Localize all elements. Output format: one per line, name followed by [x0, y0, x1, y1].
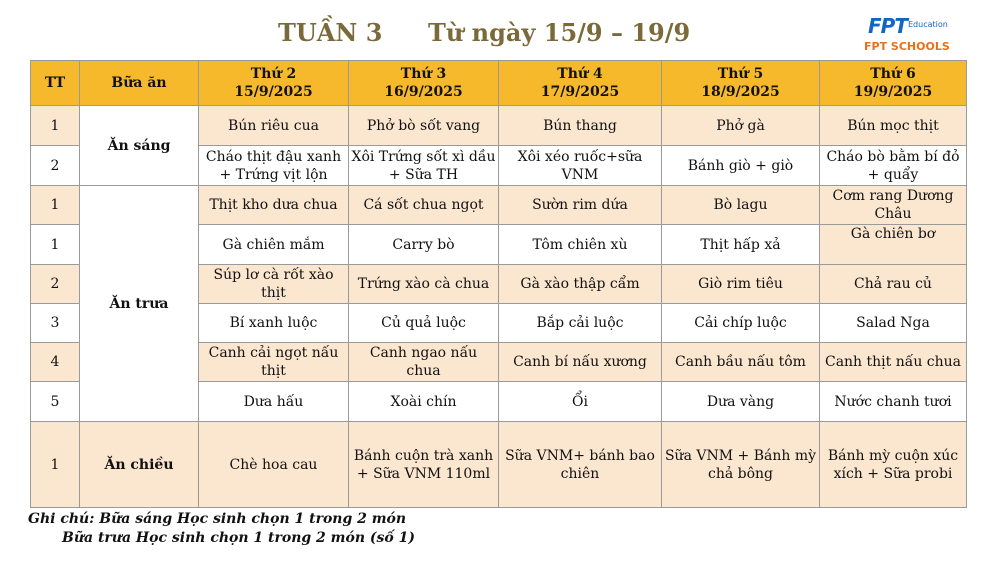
menu-cell: Gà chiên bơ: [820, 225, 967, 265]
row-number: 2: [31, 146, 80, 186]
menu-cell: Súp lơ cà rốt xào thịt: [199, 265, 349, 304]
menu-cell: Sữa VNM + Bánh mỳ chả bông: [662, 422, 820, 508]
menu-cell: Bí xanh luộc: [199, 304, 349, 343]
menu-cell: Canh cải ngọt nấu thịt: [199, 343, 349, 382]
menu-cell: Xoài chín: [349, 382, 499, 422]
meal-lunch: Ăn trưa: [80, 186, 199, 422]
day-date: 15/9/2025: [234, 84, 313, 100]
row-number: 4: [31, 343, 80, 382]
header-day-wed: [499, 61, 662, 106]
menu-cell: Bún riêu cua: [199, 106, 349, 146]
menu-cell: Chè hoa cau: [199, 422, 349, 508]
logo-fpt-text: FPT: [868, 14, 907, 38]
menu-cell: Dưa vàng: [662, 382, 820, 422]
meal-afternoon: Ăn chiều: [80, 422, 199, 508]
logo-education-text: Education: [908, 20, 948, 29]
date-range-title: Từ ngày 15/9 – 19/9: [428, 18, 691, 47]
menu-cell: Ổi: [499, 382, 662, 422]
menu-cell: Cá sốt chua ngọt: [349, 186, 499, 225]
header-day-mon: [199, 61, 349, 106]
row-number: 1: [31, 422, 80, 508]
row-number: 2: [31, 265, 80, 304]
row-number: 5: [31, 382, 80, 422]
header-day-thu: [662, 61, 820, 106]
menu-cell: Bún mọc thịt: [820, 106, 967, 146]
menu-cell: Canh ngao nấu chua: [349, 343, 499, 382]
menu-cell: Canh bí nấu xương: [499, 343, 662, 382]
row-number: 1: [31, 186, 80, 225]
menu-cell: Nước chanh tươi: [820, 382, 967, 422]
menu-cell: Chả rau củ: [820, 265, 967, 304]
day-date: 16/9/2025: [384, 84, 463, 100]
table-header-row: [31, 61, 967, 106]
menu-cell: Phở bò sốt vang: [349, 106, 499, 146]
fpt-schools-logo: [862, 14, 982, 58]
menu-cell: Canh bầu nấu tôm: [662, 343, 820, 382]
menu-cell: Canh thịt nấu chua: [820, 343, 967, 382]
table-row: [31, 422, 967, 508]
table-row: [31, 106, 967, 146]
table-row: [31, 186, 967, 225]
header-day-tue: [349, 61, 499, 106]
menu-cell: Bánh cuộn trà xanh + Sữa VNM 110ml: [349, 422, 499, 508]
menu-cell: Bún thang: [499, 106, 662, 146]
note-line-1: Ghi chú: Bữa sáng Học sinh chọn 1 trong 2 món: [28, 511, 407, 527]
menu-cell: Tôm chiên xù: [499, 225, 662, 265]
menu-cell: Thịt hấp xả: [662, 225, 820, 265]
menu-cell: Sữa VNM+ bánh bao chiên: [499, 422, 662, 508]
menu-cell: Xôi Trứng sốt xì dầu + Sữa TH: [349, 146, 499, 186]
menu-cell: Trứng xào cà chua: [349, 265, 499, 304]
header-tt: TT: [31, 61, 80, 106]
menu-cell: Gà xào thập cẩm: [499, 265, 662, 304]
day-name: Thứ 3: [400, 66, 447, 82]
day-name: Thứ 5: [717, 66, 764, 82]
row-number: 1: [31, 225, 80, 265]
weekly-menu-table: [30, 60, 967, 508]
menu-cell: Gà chiên mắm: [199, 225, 349, 265]
day-date: 17/9/2025: [540, 84, 620, 100]
week-title: TUẦN 3: [278, 18, 383, 47]
menu-cell: Xôi xéo ruốc+sữa VNM: [499, 146, 662, 186]
menu-cell: Phở gà: [662, 106, 820, 146]
menu-cell: Thịt kho dưa chua: [199, 186, 349, 225]
menu-cell: Bắp cải luộc: [499, 304, 662, 343]
note-line-2: Bữa trưa Học sinh chọn 1 trong 2 món (số 1): [62, 530, 415, 546]
menu-cell: Cháo bò bằm bí đỏ + quẩy: [820, 146, 967, 186]
menu-cell: Sườn rim dứa: [499, 186, 662, 225]
menu-cell: Carry bò: [349, 225, 499, 265]
meal-breakfast: Ăn sáng: [80, 106, 199, 186]
day-name: Thứ 6: [870, 66, 916, 82]
header-day-fri: [820, 61, 967, 106]
menu-cell: Củ quả luộc: [349, 304, 499, 343]
menu-cell: Bánh mỳ cuộn xúc xích + Sữa probi: [820, 422, 967, 508]
title-row: [0, 18, 995, 54]
logo-schools-text: FPT SCHOOLS: [864, 40, 950, 53]
day-name: Thứ 4: [557, 66, 603, 82]
day-date: 18/9/2025: [701, 84, 780, 100]
row-number: 3: [31, 304, 80, 343]
menu-cell: Cải chíp luộc: [662, 304, 820, 343]
header-meal: Bữa ăn: [80, 61, 199, 106]
menu-cell: Cháo thịt đậu xanh + Trứng vịt lộn: [199, 146, 349, 186]
notes: [28, 510, 415, 548]
day-date: 19/9/2025: [853, 84, 933, 100]
menu-cell: Bánh giò + giò: [662, 146, 820, 186]
menu-cell: Giò rim tiêu: [662, 265, 820, 304]
menu-cell: Bò lagu: [662, 186, 820, 225]
menu-cell: Salad Nga: [820, 304, 967, 343]
row-number: 1: [31, 106, 80, 146]
day-name: Thứ 2: [250, 66, 297, 82]
menu-cell: Dưa hấu: [199, 382, 349, 422]
menu-cell: Cơm rang Dương Châu: [820, 186, 967, 225]
